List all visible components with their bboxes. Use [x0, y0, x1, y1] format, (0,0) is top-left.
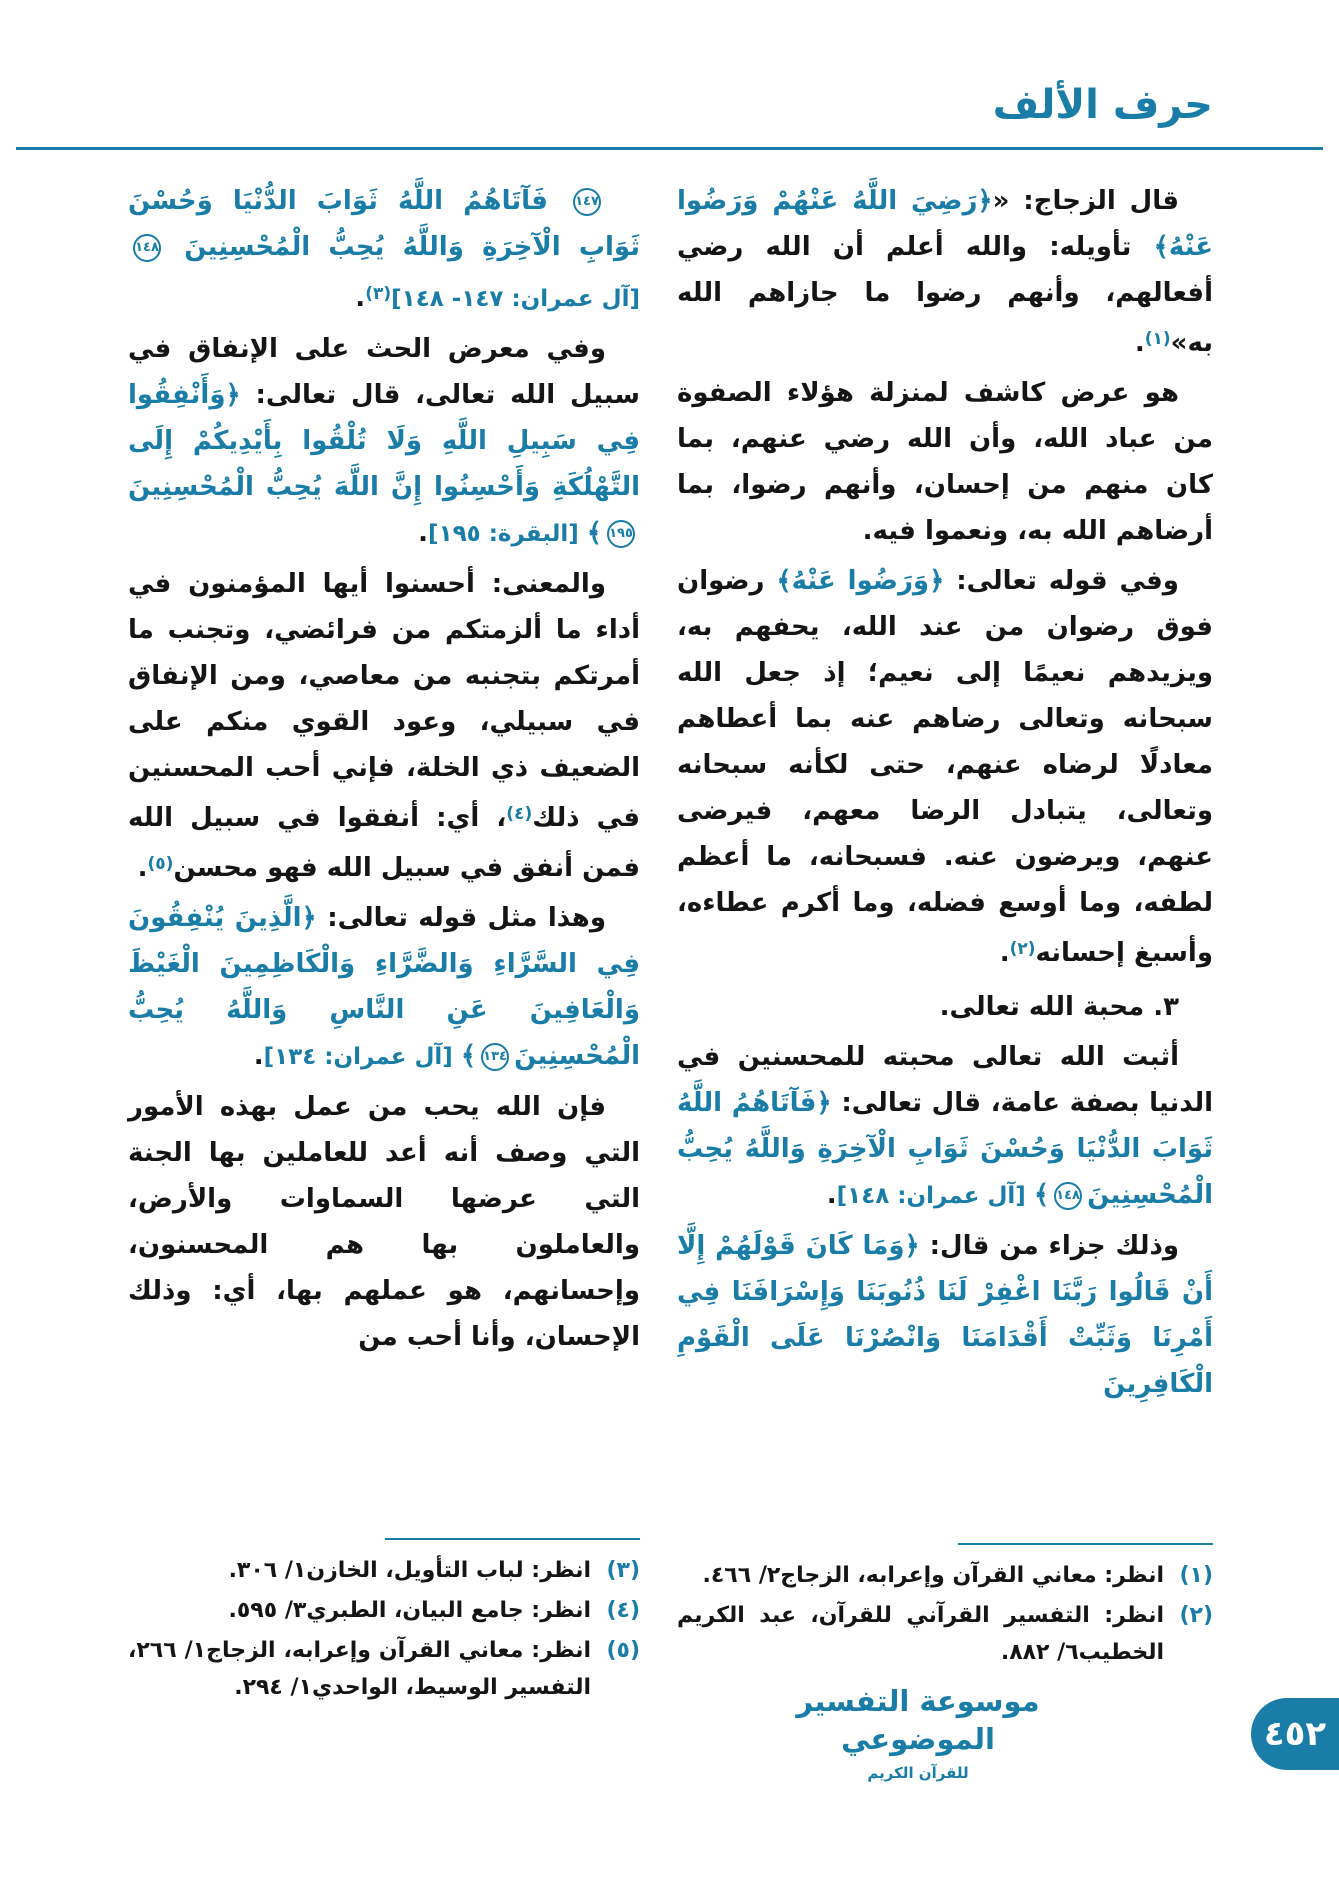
- body-text: .: [253, 1041, 264, 1071]
- quran-verse: ﴿وَرَضُوا عَنْهُ﴾: [776, 566, 945, 596]
- footnote-marker: (٢): [1009, 939, 1036, 959]
- footnote-marker: (٥): [147, 854, 174, 874]
- footnote: [677, 1557, 1213, 1594]
- footnote: [128, 1632, 640, 1706]
- body-text: ٣. محبة الله تعالى.: [939, 992, 1179, 1022]
- footnotes-right: [677, 1543, 1213, 1674]
- paragraph: [128, 1084, 640, 1360]
- quran-verse: ﴿رَضِيَ اللَّهُ عَنْهُمْ وَرَضُوا عَنْهُ﴾: [677, 186, 1213, 262]
- body-text: .: [826, 1180, 837, 1210]
- footnote-marker: (٤): [506, 804, 533, 824]
- paragraph: [677, 558, 1213, 976]
- footnote: [128, 1592, 640, 1629]
- footnote-marker: (١): [1144, 329, 1171, 349]
- footnote-marker: (١): [1179, 1563, 1213, 1588]
- body-text: .: [418, 518, 429, 548]
- footnote-text: انظر: التفسير القرآني للقرآن، عبد الكريم الخطيب٦/ ٨٨٢.: [677, 1603, 1164, 1665]
- quran-verse: ﴾: [586, 518, 602, 548]
- body-text: .: [137, 853, 148, 883]
- verse-number-medallion: ١٤٧: [573, 188, 601, 216]
- body-text: وذلك جزاء من قال:: [919, 1231, 1179, 1261]
- body-text: قال الزجاج: «: [992, 186, 1180, 216]
- quran-verse: ﴾: [460, 1041, 477, 1071]
- body-text: أثبت الله تعالى محبته للمحسنين في الدنيا بصفة عامة، قال تعالى:: [677, 1042, 1213, 1118]
- quran-verse: ﴿الَّذِينَ يُنْفِقُونَ فِي السَّرَّاءِ وَالضَّرَّاءِ وَالْكَاظِمِينَ الْغَيْظَ وَالْعَافِينَ عَنِ النَّاسِ وَاللَّهُ يُحِبُّ الْمُحْسِنِينَ: [128, 903, 640, 1071]
- footnote-text: انظر: جامع البيان، الطبري٣/ ٥٩٥.: [228, 1598, 591, 1623]
- chapter-header: حرف الألف: [992, 82, 1213, 128]
- paragraph: [128, 178, 640, 322]
- body-text: ، أي: أنفقوا في سبيل الله فمن أنفق في سبيل الله فهو محسن: [128, 803, 640, 883]
- paragraph: [128, 561, 640, 891]
- footnote: [128, 1552, 640, 1589]
- column-left: [128, 178, 640, 1364]
- body-text: وفي قوله تعالى:: [944, 566, 1179, 596]
- quran-verse: ﴾: [1033, 1180, 1050, 1210]
- paragraph: [677, 1223, 1213, 1407]
- footnote-marker: (٥): [606, 1638, 640, 1663]
- footnote-marker: (٤): [606, 1598, 640, 1623]
- verse-number-medallion: ١٩٥: [607, 520, 635, 548]
- paragraph: [677, 1034, 1213, 1219]
- verse-reference: [آل عمران: ١٤٨]: [836, 1183, 1034, 1209]
- body-text: تأويله: والله أعلم أن الله رضي أفعالهم، وأنهم رضوا ما جازاهم الله به»: [677, 232, 1213, 358]
- verse-number-medallion: ١٤٨: [133, 234, 161, 262]
- footnote-text: انظر: لباب التأويل، الخازن١/ ٣٠٦.: [228, 1558, 591, 1583]
- footnote-marker: (٢): [1179, 1603, 1213, 1628]
- body-text: والمعنى: أحسنوا أيها المؤمنون في أداء ما ألزمتكم من فرائضي، وتجنب ما أمرتكم بتجنبه من معاصي، ومن الإنفاق في سبيلي، وعود القوي منكم على الضعيف ذي الخلة، فإني أحب المحسنين في ذلك: [128, 569, 640, 833]
- verse-number-medallion: ١٣٤: [481, 1043, 509, 1071]
- column-right: [677, 178, 1213, 1411]
- quran-verse: ﴿فَآتَاهُمُ اللَّهُ ثَوَابَ الدُّنْيَا وَحُسْنَ ثَوَابِ الْآخِرَةِ وَاللَّهُ يُحِبُّ الْمُحْسِنِينَ: [677, 1088, 1213, 1210]
- paragraph: [128, 326, 640, 557]
- body-text: .: [999, 938, 1010, 968]
- quran-verse: ﴿وَأَنْفِقُوا فِي سَبِيلِ اللَّهِ وَلَا تُلْقُوا بِأَيْدِيكُمْ إِلَى التَّهْلُكَةِ وَأَحْسِنُوا إِنَّ اللَّهَ يُحِبُّ الْمُحْسِنِينَ: [128, 380, 640, 502]
- footnote-list: [677, 1557, 1213, 1671]
- verse-reference: [البقرة: ١٩٥]: [428, 521, 587, 547]
- body-text: فإن الله يحب من عمل بهذه الأمور التي وصف أنه أعد للعاملين بها الجنة التي عرضها السماوات والأرض، والعاملون بها هم المحسنون، وإحسانهم، هو عملهم بها، أي: وذلك الإحسان، وأنا أحب من: [128, 1092, 640, 1352]
- footnote: [677, 1597, 1213, 1671]
- quran-verse: فَآتَاهُمُ اللَّهُ ثَوَابَ الدُّنْيَا وَحُسْنَ ثَوَابِ الْآخِرَةِ وَاللَّهُ يُحِبُّ الْمُحْسِنِينَ: [128, 186, 640, 262]
- quran-verse: ﴿وَمَا كَانَ قَوْلَهُمْ إِلَّا أَنْ قَالُوا رَبَّنَا اغْفِرْ لَنَا ذُنُوبَنَا وَإِسْرَافَنَا فِي أَمْرِنَا وَثَبِّتْ أَقْدَامَنَا وَانْصُرْنَا عَلَى الْقَوْمِ الْكَافِرِينَ: [677, 1231, 1213, 1399]
- footnote-divider-rule: [958, 1543, 1213, 1545]
- body-text: .: [1134, 328, 1145, 358]
- body-text: وهذا مثل قوله تعالى:: [316, 903, 606, 933]
- verse-reference: [آل عمران: ١٤٧- ١٤٨]: [391, 286, 640, 312]
- verse-reference: [آل عمران: ١٣٤]: [263, 1044, 461, 1070]
- footnote-text: انظر: معاني القرآن وإعرابه، الزجاج٢/ ٤٦٦.: [702, 1563, 1164, 1588]
- paragraph: [677, 178, 1213, 366]
- page-number-badge: ٤٥٢: [1251, 1698, 1339, 1770]
- section-heading: [677, 984, 1213, 1030]
- footnote-text: انظر: معاني القرآن وإعرابه، الزجاج١/ ٢٦٦، التفسير الوسيط، الواحدي١/ ٢٩٤.: [128, 1638, 591, 1700]
- footnotes-left: [128, 1538, 640, 1709]
- header-divider-rule: [16, 147, 1323, 150]
- body-text: رضوان فوق رضوان من عند الله، يحفهم به، ويزيدهم نعيمًا إلى نعيم؛ إذ جعل الله سبحانه وتعالى رضاهم عنه بما أعطاهم معادلًا لرضاه عنهم، حتى لكأنه سبحانه وتعالى، يتبادل الرضا معهم، فيرضى عنهم، ويرضون عنه. فسبحانه، ما أعظم لطفه، وما أوسع فضله، وما أكرم عطاءه، وأسبغ إحسانه: [677, 566, 1213, 968]
- body-text: هو عرض كاشف لمنزلة هؤلاء الصفوة من عباد الله، وأن الله رضي عنهم، بما كان منهم من إحسان، وأنهم رضوا، بما أرضاهم الله به، ونعموا فيه.: [677, 378, 1213, 546]
- verse-number-medallion: ١٤٨: [1054, 1182, 1082, 1210]
- footnote-marker: (٣): [606, 1558, 640, 1583]
- publisher-logo-subtitle: للقرآن الكريم: [867, 1764, 969, 1782]
- body-text: وفي معرض الحث على الإنفاق في سبيل الله تعالى، قال تعالى:: [128, 334, 640, 410]
- paragraph: [677, 370, 1213, 554]
- footnote-divider-rule: [385, 1538, 640, 1540]
- body-text: .: [355, 283, 366, 313]
- footnote-marker: (٣): [365, 284, 392, 304]
- publisher-logo-title: موسوعة التفسير الموضوعي: [796, 1684, 1040, 1756]
- publisher-logo: [793, 1682, 1043, 1784]
- footnote-list: [128, 1552, 640, 1706]
- paragraph: [128, 895, 640, 1080]
